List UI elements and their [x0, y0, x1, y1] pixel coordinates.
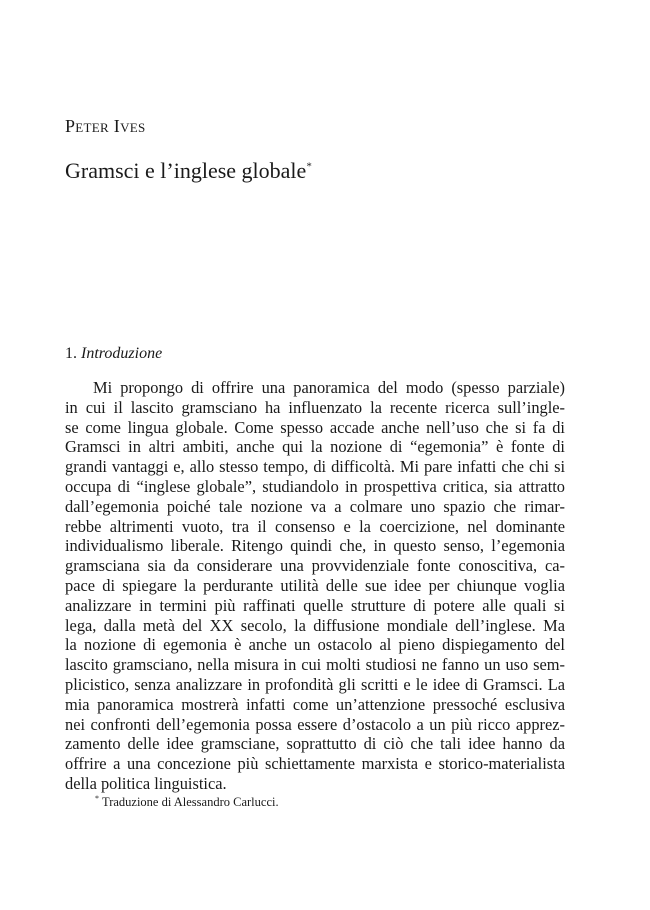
text-line: offrire a una concezione più schiettamente marxista e storico-materialista [65, 754, 565, 774]
text-line: Gramsci in altri ambiti, anche qui la nozione di “egemonia” è fonte di [65, 437, 565, 457]
footnote-text: Traduzione di Alessandro Carlucci. [102, 795, 279, 809]
text-line: pace di spiegare la perdurante utilità delle sue idee per chiunque voglia [65, 575, 565, 595]
text-line: individualismo liberale. Ritengo quindi che, in questo senso, l’egemonia [65, 536, 565, 556]
footnote-marker: * [95, 793, 99, 803]
text-line: nei confronti dell’egemonia possa essere d’ostacolo a un più ricco apprez- [65, 714, 565, 734]
body-paragraph [65, 378, 565, 794]
text-line: zamento delle idee gramsciane, soprattutto di ciò che tali idee hanno da [65, 734, 565, 754]
section-heading [65, 345, 162, 363]
article-title-text: Gramsci e l’inglese globale [65, 158, 307, 183]
text-line: della politica linguistica. [65, 773, 227, 793]
text-line: lega, dalla metà del XX secolo, la diffusione mondiale dell’inglese. Ma [65, 615, 565, 635]
text-line: mia panoramica mostrerà infatti come un’attenzione pressoché esclusiva [65, 694, 565, 714]
text-line: la nozione di egemonia è anche un ostacolo al pieno dispiegamento del [65, 635, 565, 655]
text-line: plicistico, senza analizzare in profondità gli scritti e le idee di Gramsci. La [65, 674, 565, 694]
text-line: occupa di “inglese globale”, studiandolo in prospettiva critica, sia attratto [65, 476, 565, 496]
text-line: dall’egemonia poiché tale nozione va a colmare uno spazio che rimar- [65, 496, 565, 516]
text-line: analizzare in termini più raffinati quelle strutture di potere alle quali si [65, 595, 565, 615]
text-line: gramsciana sia da considerare una provvidenziale fonte conoscitiva, ca- [65, 556, 565, 576]
section-title: Introduzione [81, 345, 163, 362]
text-line: Mi propongo di offrire una panoramica del modo (spesso parziale) [93, 378, 565, 397]
author-name: Peter Ives [65, 116, 146, 136]
text-line: in cui il lascito gramsciano ha influenzato la recente ricerca sull’ingle- [65, 397, 565, 417]
text-line: se come lingua globale. Come spesso accade anche nell’uso che si fa di [65, 417, 565, 437]
title-footnote-marker: * [306, 160, 312, 173]
text-line: lascito gramsciano, nella misura in cui molti studiosi ne fanno un uso sem- [65, 655, 565, 675]
section-number: 1. [65, 345, 77, 362]
footnote [95, 795, 279, 810]
text-line: rebbe altrimenti vuoto, tra il consenso e la coercizione, nel dominante [65, 516, 565, 536]
text-line: grandi vantaggi e, allo stesso tempo, di difficoltà. Mi pare infatti che chi si [65, 457, 565, 477]
article-title [65, 158, 312, 184]
